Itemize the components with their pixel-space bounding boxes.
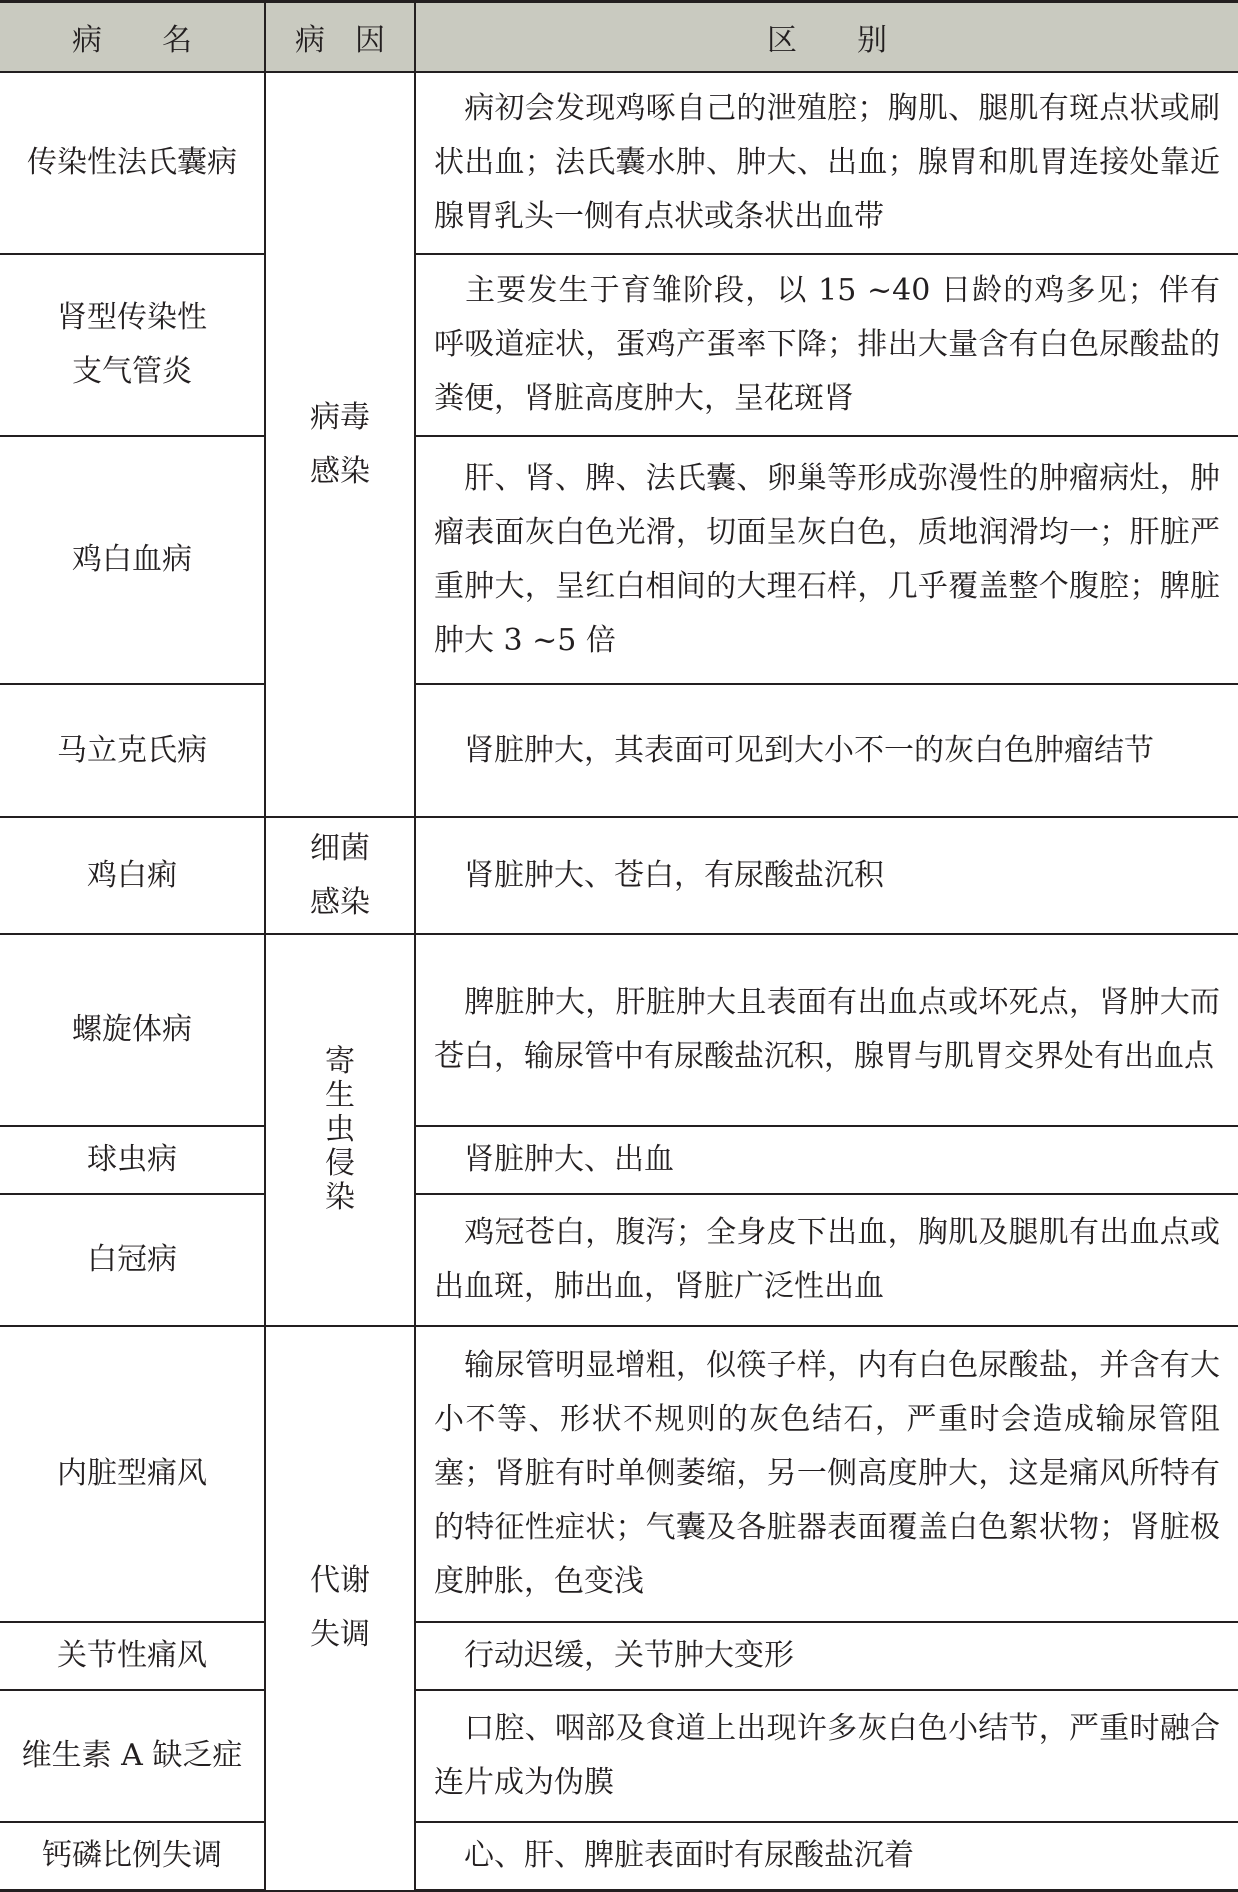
cause-bacterial <box>265 817 415 934</box>
cause-char: 寄 <box>325 1044 355 1079</box>
cause-char: 染 <box>325 1180 355 1215</box>
cause-parasitic <box>265 934 415 1326</box>
disease-description: 口腔、咽部及食道上出现许多灰白色小结节，严重时融合连片成为伪膜 <box>415 1690 1238 1822</box>
cause-char: 虫 <box>325 1112 355 1147</box>
disease-description: 主要发生于育雏阶段，以 15 ~40 日龄的鸡多见；伴有呼吸道症状，蛋鸡产蛋率下降；排出大量含有白色尿酸盐的粪便，肾脏高度肿大，呈花斑肾 <box>415 254 1238 436</box>
disease-description: 行动迟缓，关节肿大变形 <box>415 1622 1238 1690</box>
table-row <box>0 1622 1238 1690</box>
cause-char: 侵 <box>325 1146 355 1181</box>
table-row <box>0 72 1238 254</box>
cause-label-line: 失调 <box>310 1617 370 1653</box>
table-row <box>0 684 1238 817</box>
disease-name: 螺旋体病 <box>0 934 265 1126</box>
disease-name: 维生素 A 缺乏症 <box>0 1690 265 1822</box>
disease-description: 脾脏肿大，肝脏肿大且表面有出血点或坏死点，肾肿大而苍白，输尿管中有尿酸盐沉积，腺胃与肌胃交界处有出血点 <box>415 934 1238 1126</box>
header-row <box>0 2 1238 73</box>
header-difference: 区 别 <box>415 2 1238 73</box>
disease-description: 心、肝、脾脏表面时有尿酸盐沉着 <box>415 1822 1238 1891</box>
table-row <box>0 1194 1238 1326</box>
disease-description: 肾脏肿大、苍白，有尿酸盐沉积 <box>415 817 1238 934</box>
table-row <box>0 934 1238 1126</box>
disease-description: 肾脏肿大，其表面可见到大小不一的灰白色肿瘤结节 <box>415 684 1238 817</box>
cause-label-line: 感染 <box>310 453 370 489</box>
table-row <box>0 254 1238 436</box>
disease-description: 病初会发现鸡啄自己的泄殖腔；胸肌、腿肌有斑点状或刷状出血；法氏囊水肿、肿大、出血；腺胃和肌胃连接处靠近腺胃乳头一侧有点状或条状出血带 <box>415 72 1238 254</box>
disease-name-line: 肾型传染性 <box>57 300 207 335</box>
disease-name: 球虫病 <box>0 1126 265 1194</box>
cause-label-line: 代谢 <box>310 1563 370 1599</box>
disease-description: 肝、肾、脾、法氏囊、卵巢等形成弥漫性的肿瘤病灶，肿瘤表面灰白色光滑，切面呈灰白色，质地润滑均一；肝脏严重肿大，呈红白相间的大理石样，几乎覆盖整个腹腔；脾脏肿大 3 ~5 倍 <box>415 436 1238 684</box>
table-row <box>0 1326 1238 1622</box>
disease-name <box>0 254 265 436</box>
disease-name: 鸡白血病 <box>0 436 265 684</box>
disease-name: 关节性痛风 <box>0 1622 265 1690</box>
cause-viral <box>265 72 415 817</box>
disease-description: 鸡冠苍白，腹泻；全身皮下出血，胸肌及腿肌有出血点或出血斑，肺出血，肾脏广泛性出血 <box>415 1194 1238 1326</box>
cause-label-line: 感染 <box>310 884 370 920</box>
table-row <box>0 817 1238 934</box>
disease-description: 肾脏肿大、出血 <box>415 1126 1238 1194</box>
table-row <box>0 1822 1238 1891</box>
table-row <box>0 1690 1238 1822</box>
disease-name: 鸡白痢 <box>0 817 265 934</box>
cause-metabolic <box>265 1326 415 1891</box>
disease-name-line: 支气管炎 <box>72 354 192 389</box>
header-cause: 病 因 <box>265 2 415 73</box>
header-name: 病 名 <box>0 2 265 73</box>
cause-label-line: 病毒 <box>310 399 370 435</box>
disease-name: 马立克氏病 <box>0 684 265 817</box>
disease-name: 白冠病 <box>0 1194 265 1326</box>
disease-name: 传染性法氏囊病 <box>0 72 265 254</box>
table-row <box>0 436 1238 684</box>
disease-name: 内脏型痛风 <box>0 1326 265 1622</box>
cause-label-line: 细菌 <box>310 830 370 866</box>
table-row <box>0 1126 1238 1194</box>
disease-description: 输尿管明显增粗，似筷子样，内有白色尿酸盐，并含有大小不等、形状不规则的灰色结石，严重时会造成输尿管阻塞；肾脏有时单侧萎缩，另一侧高度肿大，这是痛风所特有的特征性症状；气囊及各脏器表面覆盖白色絮状物；肾脏极度肿胀，色变浅 <box>415 1326 1238 1622</box>
cause-char: 生 <box>325 1078 355 1113</box>
disease-name: 钙磷比例失调 <box>0 1822 265 1891</box>
